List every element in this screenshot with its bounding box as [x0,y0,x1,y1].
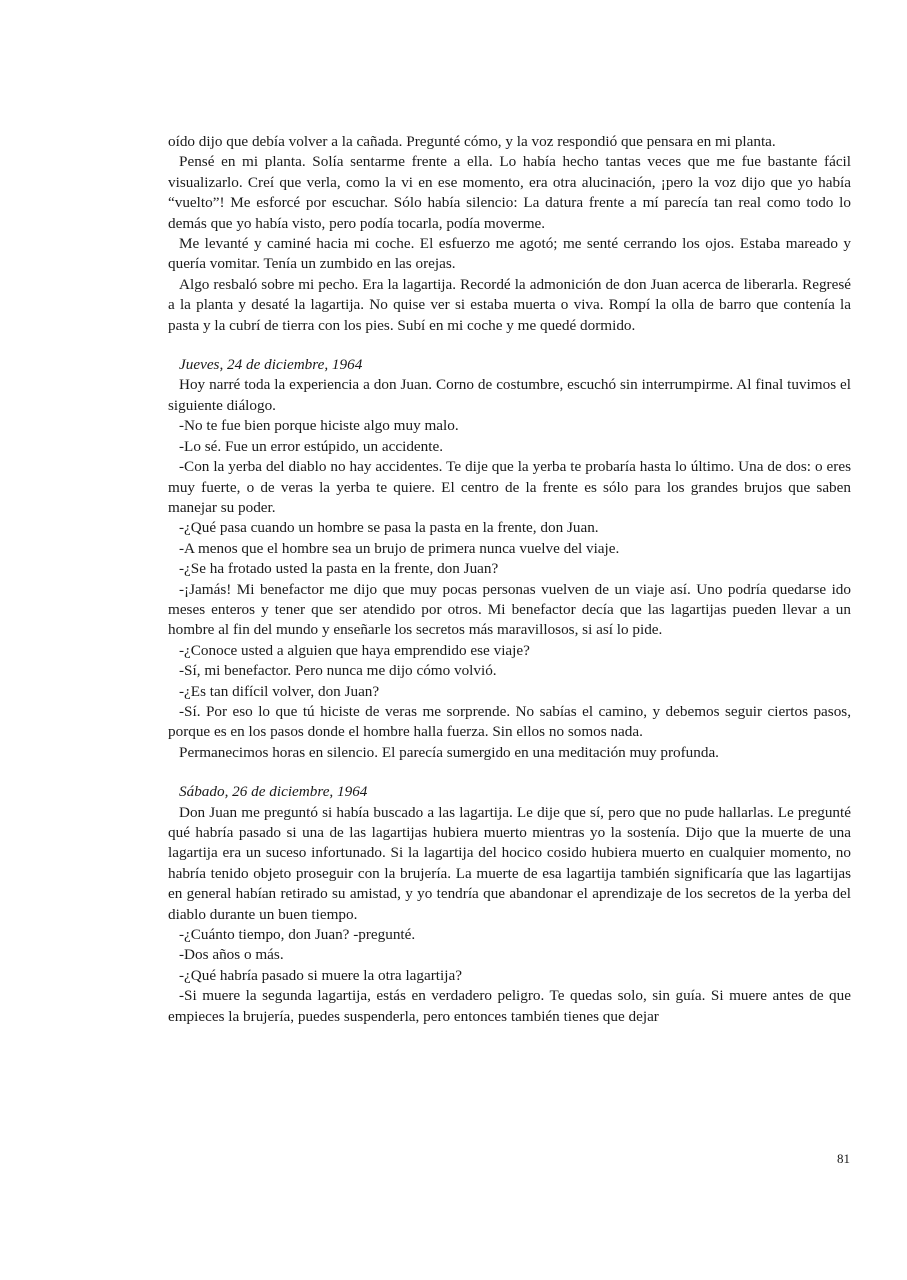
dialogue-line: -Con la yerba del diablo no hay accidentes. Te dije que la yerba te probaría hasta lo último. Una de dos: o eres muy fuerte, o de veras la yerba te quiere. El centro de la frente es sólo para los grandes brujos que saben manejar su poder. [168,458,851,516]
paragraph-7: Don Juan me preguntó si había buscado a las lagartija. Le dije que sí, pero que no pude hallarlas. Le pregunté qué habría pasado si una de las lagartijas hubiera muerto mientras yo la sostenía. Dijo que la muerte de una lagartija era un suceso infortunado. Si la lagartija del hocico cosido hubiera muerto en cualquier momento, no habría tenido objeto proseguir con la brujería. La muerte de esa lagartija también significaría que las lagartijas en general habían retirado su amistad, y yo tendría que abandonar el aprendizaje de los secretos de la yerba del diablo durante un buen tiempo. [168,803,851,923]
dialogue-line: -A menos que el hombre sea un brujo de primera nunca vuelve del viaje. [179,539,620,557]
page-number: 81 [837,1151,850,1166]
paragraph-6: Permanecimos horas en silencio. El parecía sumergido en una meditación muy profunda. [179,743,719,761]
paragraph-3: Me levanté y caminé hacia mi coche. El esfuerzo me agotó; me senté cerrando los ojos. Estaba mareado y quería vomitar. Tenía un zumbido en las orejas. [168,235,851,273]
dialogue-line: -¿Cuánto tiempo, don Juan? -pregunté. [179,926,416,944]
dialogue-line: -¿Qué habría pasado si muere la otra lagartija? [179,966,462,984]
dialogue-line: -Sí. Por eso lo que tú hiciste de veras me sorprende. No sabías el camino, y debemos seguir ciertos pasos, porque es en los pasos donde el hombre halla fuerza. Sin ellos no somos nada. [168,702,851,741]
dialogue-line: -¿Conoce usted a alguien que haya emprendido ese viaje? [179,641,530,659]
dialogue-line: -Si muere la segunda lagartija, estás en verdadero peligro. Te quedas solo, sin guía. Si muere antes de que empieces la brujería, puedes suspenderla, pero entonces también tienes que dejar [168,987,851,1025]
dialogue-line: -¿Se ha frotado usted la pasta en la frente, don Juan? [179,560,499,578]
dialogue-line: -Sí, mi benefactor. Pero nunca me dijo cómo volvió. [179,662,497,680]
dialogue-line: -¿Es tan difícil volver, don Juan? [179,682,380,700]
diary-date-heading: Jueves, 24 de diciembre, 1964 [179,356,363,374]
diary-date-heading: Sábado, 26 de diciembre, 1964 [179,783,368,801]
dialogue-line: -¡Jamás! Mi benefactor me dijo que muy pocas personas vuelven de un viaje así. Uno podría quedarse ido meses enteros y tener que ser atendido por otros. Mi benefactor decía que las lagartijas pueden llevar a un hombre al fin del mundo y enseñarle los secretos más maravillosos, si así lo pide. [168,580,851,639]
paragraph-2: Pensé en mi planta. Solía sentarme frente a ella. Lo había hecho tantas veces que me fue bastante fácil visualizarlo. Creí que verla, como la vi en ese momento, era otra alucinación, ¡pero la voz dijo que yo había “vuelto”! Me esforcé por escuchar. Sólo había silencio: La datura frente a mí parecía tan real como todo lo demás que yo había visto, pero podía tocarla, podía moverme. [168,153,851,232]
dialogue-line: -No te fue bien porque hiciste algo muy malo. [179,417,459,435]
dialogue-line: -Dos años o más. [179,946,284,964]
dialogue-line: -Lo sé. Fue un error estúpido, un accidente. [179,437,444,455]
paragraph-1: oído dijo que debía volver a la cañada. Pregunté cómo, y la voz respondió que pensara en mi planta. [168,133,776,150]
page-body [168,132,851,1027]
paragraph-5: Hoy narré toda la experiencia a don Juan. Corno de costumbre, escuchó sin interrumpirme. Al final tuvimos el siguiente diálogo. [168,376,851,414]
dialogue-line: -¿Qué pasa cuando un hombre se pasa la pasta en la frente, don Juan. [179,519,599,537]
paragraph-4: Algo resbaló sobre mi pecho. Era la lagartija. Recordé la admonición de don Juan acerca de liberarla. Regresé a la planta y desaté la lagartija. No quise ver si estaba muerta o viva. Rompí la olla de barro que contenía la pasta y la cubrí de tierra con los pies. Subí en mi coche y me quedé dormido. [168,275,851,334]
